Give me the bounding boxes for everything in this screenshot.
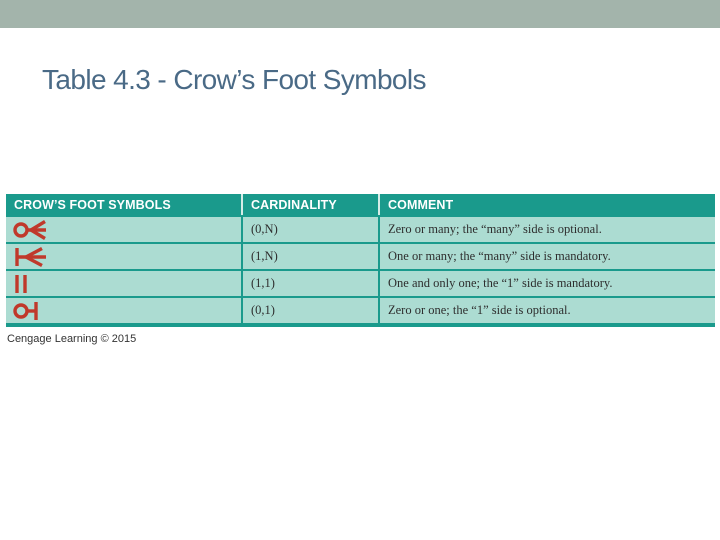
table-row [6, 269, 715, 296]
symbol-cell [6, 269, 243, 296]
cardinality-cell: (0,N) [243, 215, 380, 242]
zero-or-many-icon [12, 219, 48, 241]
copyright-credit: Cengage Learning © 2015 [7, 333, 137, 345]
header-comment: COMMENT [388, 197, 454, 212]
table-row [6, 215, 715, 242]
table-row [6, 296, 715, 323]
crows-foot-table [6, 194, 715, 327]
crows-foot-table-grid [6, 194, 715, 323]
table-header-row [6, 194, 715, 215]
symbol-cell [6, 242, 243, 269]
slide-title: Table 4.3 - Crow’s Foot Symbols [42, 64, 426, 95]
comment-cell: Zero or many; the “many” side is optional. [380, 215, 715, 242]
comment-cell: Zero or one; the “1” side is optional. [380, 296, 715, 323]
symbol-cell [6, 215, 243, 242]
symbol-cell [6, 296, 243, 323]
header-symbols: CROW’S FOOT SYMBOLS [6, 194, 243, 215]
comment-cell: One or many; the “many” side is mandatory. [380, 242, 715, 269]
cardinality-cell: (1,N) [243, 242, 380, 269]
cardinality-cell: (1,1) [243, 269, 380, 296]
one-or-many-icon [12, 246, 48, 268]
zero-or-one-icon [12, 300, 48, 322]
cardinality-cell: (0,1) [243, 296, 380, 323]
header-cardinality: CARDINALITY [243, 194, 380, 215]
top-banner [0, 0, 720, 28]
comment-cell: One and only one; the “1” side is mandatory. [380, 269, 715, 296]
one-and-only-one-icon [12, 273, 48, 295]
table-row [6, 242, 715, 269]
